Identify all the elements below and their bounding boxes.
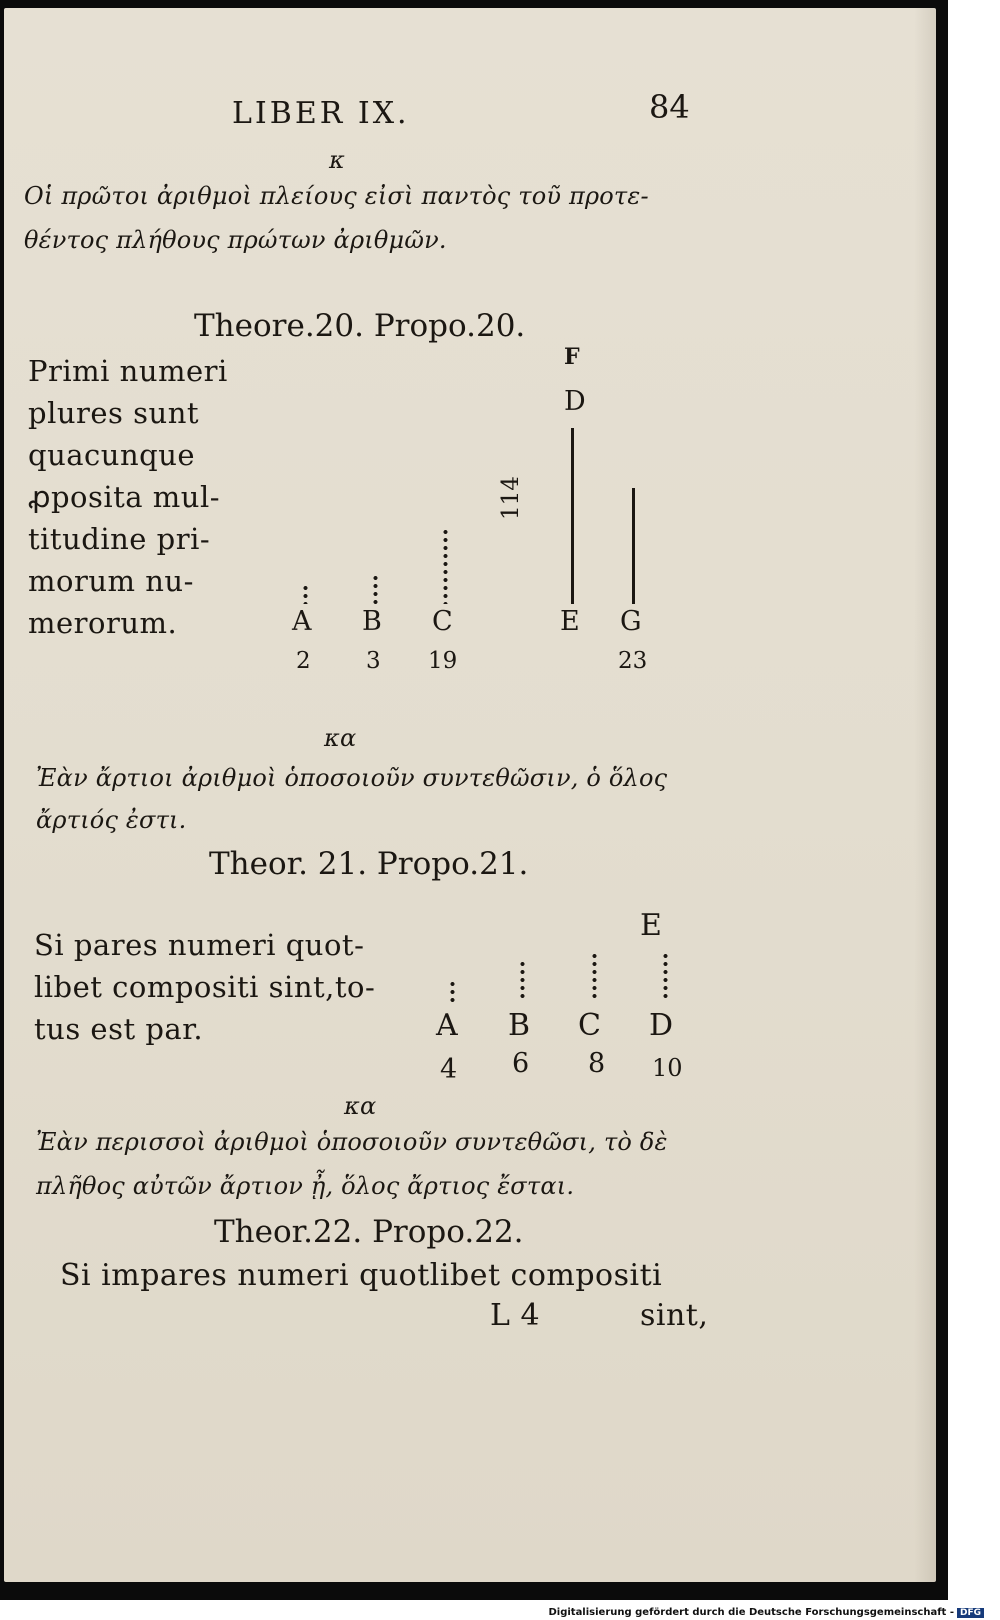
figure20-dots-c	[443, 528, 448, 604]
figure20-label-f: F	[564, 344, 580, 370]
figure21-value-a: 4	[440, 1054, 458, 1085]
prop21-heading: Theor. 21. Propo.21.	[209, 846, 529, 882]
figure21-dots-b	[520, 960, 525, 1002]
figure21-label-d: D	[649, 1008, 674, 1043]
prop21-latin-line-2: libet compositi sint,to-	[34, 970, 376, 1004]
prop20-greek-line-2: θέντος πλήθους πρώτων ἀριθμῶν.	[24, 226, 447, 254]
prop20-latin-line-7: merorum.	[28, 606, 178, 640]
figure21-value-b: 6	[512, 1048, 530, 1079]
figure20-value-b: 3	[366, 648, 381, 674]
prop20-latin-line-3: quacunque	[28, 438, 196, 472]
figure20-value-g: 23	[618, 648, 648, 674]
dfg-logo: DFG	[957, 1608, 984, 1618]
prop20-latin-line-5: titudine pri-	[28, 522, 211, 556]
figure20-value-a: 2	[296, 648, 311, 674]
figure20-label-g: G	[620, 606, 642, 637]
prop22-greek-line-2: πλῆθος αὐτῶν ἄρτιον ᾖ, ὅλος ἄρτιος ἔσται.	[36, 1172, 575, 1200]
figure20-label-b: B	[362, 606, 382, 637]
prop21-latin-line-1: Si pares numeri quot-	[34, 928, 365, 962]
figure20-side-number: 114	[498, 476, 524, 520]
prop21-greek-line-1: Ἐὰν ἄρτιοι ἀριθμοὶ ὁποσοιοῦν συντεθῶσιν, ὁ ὅλος	[36, 764, 668, 792]
figure21-label-a: A	[436, 1008, 458, 1043]
figure20-label-c: C	[432, 606, 453, 637]
figure21-dots-d	[663, 952, 668, 1002]
prop20-latin-line-4: ꝓposita mul-	[28, 480, 221, 514]
figure21-dots-c	[592, 952, 597, 1002]
catchword: sint,	[640, 1298, 709, 1333]
digitization-footer	[0, 1600, 1000, 1620]
figure21-value-d: 10	[652, 1054, 683, 1082]
figure20-dots-b	[373, 574, 378, 604]
figure21-label-e: E	[640, 908, 662, 943]
page-number: 84	[649, 88, 690, 126]
running-title: LIBER IX.	[232, 96, 410, 131]
prop20-latin-line-1: Primi numeri	[28, 354, 228, 388]
figure20-label-a: A	[292, 606, 312, 637]
prop22-heading: Theor.22. Propo.22.	[214, 1214, 524, 1250]
footer-credit: Digitalisierung gefördert durch die Deutsche Forschungsgemeinschaft -	[548, 1607, 954, 1618]
prop20-greek-numeral: κ	[329, 146, 345, 174]
prop20-latin-line-6: morum nu-	[28, 564, 194, 598]
prop20-latin-line-2: plures sunt	[28, 396, 200, 430]
figure21-dots-a	[450, 980, 455, 1002]
figure21-label-c: C	[578, 1008, 601, 1043]
book-page	[4, 8, 936, 1582]
figure20-line-de	[571, 428, 574, 604]
signature-mark: L 4	[490, 1298, 541, 1333]
prop22-greek-line-1: Ἐὰν περισσοὶ ἀριθμοὶ ὁποσοιοῦν συντεθῶσι, τὸ δὲ	[36, 1128, 668, 1156]
prop22-latin-line-1: Si impares numeri quotlibet compositi	[60, 1258, 663, 1293]
figure20-label-d: D	[564, 386, 586, 417]
prop20-greek-line-1: Οἱ πρῶτοι ἀριθμοὶ πλείους εἰσὶ παντὸς τοῦ προτε-	[24, 182, 649, 210]
figure21-label-b: B	[508, 1008, 531, 1043]
figure21-value-c: 8	[588, 1048, 606, 1079]
prop20-heading: Theore.20. Propo.20.	[194, 308, 526, 344]
figure20-label-e: E	[560, 606, 580, 637]
figure20-line-g	[632, 488, 635, 604]
prop21-greek-line-2: ἄρτιός ἐστι.	[36, 806, 187, 834]
prop21-greek-numeral: κα	[324, 724, 357, 752]
figure20-dots-a	[303, 584, 308, 604]
prop21-latin-line-3: tus est par.	[34, 1012, 204, 1046]
figure20-value-c: 19	[428, 648, 458, 674]
page-edge-shadow	[914, 8, 936, 1582]
prop22-greek-numeral: κα	[344, 1092, 377, 1120]
